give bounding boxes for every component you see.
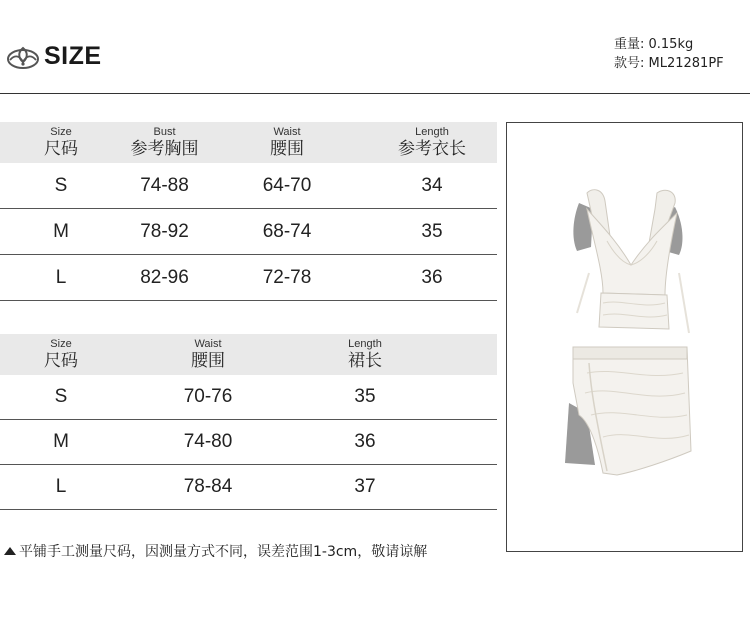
header-cell: Bust 参考胸围 [122, 122, 207, 163]
table-row [0, 255, 497, 301]
page-header [0, 0, 750, 94]
header-cell: Length 裙长 [294, 334, 436, 375]
waist-cell: 70-76 [122, 375, 294, 420]
size-cell: M [0, 209, 122, 255]
row-filler [436, 465, 497, 510]
length-cell: 35 [367, 209, 497, 255]
header-cell: Waist 腰围 [122, 334, 294, 375]
garment-photo [507, 123, 742, 551]
waist-cell: 64-70 [207, 163, 367, 209]
waist-cell: 68-74 [207, 209, 367, 255]
header-cell: Waist 腰围 [207, 122, 367, 163]
header-cell: Size 尺码 [0, 334, 122, 375]
header-divider [0, 93, 750, 94]
note-text: 平铺手工测量尺码，因测量方式不同，误差范围1-3cm，敬请谅解 [19, 544, 428, 560]
measurement-note [4, 541, 427, 561]
size-title: SIZE [44, 42, 102, 70]
table-row [0, 163, 497, 209]
table-row [0, 375, 497, 420]
table-row [0, 209, 497, 255]
table-row [0, 465, 497, 510]
product-meta [614, 35, 724, 73]
bust-cell: 74-88 [122, 163, 207, 209]
ornament-icon [6, 43, 40, 71]
waist-cell: 74-80 [122, 420, 294, 465]
size-cell: L [0, 255, 122, 301]
length-cell: 36 [367, 255, 497, 301]
bust-cell: 78-92 [122, 209, 207, 255]
item-number-label: 款号: ML21281PF [614, 56, 724, 71]
size-cell: S [0, 163, 122, 209]
header-filler [436, 334, 497, 375]
length-cell: 37 [294, 465, 436, 510]
product-photo [506, 122, 743, 552]
table-row [0, 420, 497, 465]
length-cell: 35 [294, 375, 436, 420]
row-filler [436, 375, 497, 420]
size-cell: S [0, 375, 122, 420]
top-size-table [0, 122, 497, 301]
waist-cell: 78-84 [122, 465, 294, 510]
bust-cell: 82-96 [122, 255, 207, 301]
skirt-size-table [0, 334, 497, 510]
length-cell: 36 [294, 420, 436, 465]
header-cell: Length 参考衣长 [367, 122, 497, 163]
triangle-up-icon [4, 547, 16, 555]
size-cell: M [0, 420, 122, 465]
length-cell: 34 [367, 163, 497, 209]
size-cell: L [0, 465, 122, 510]
header-cell: Size 尺码 [0, 122, 122, 163]
size-logo [6, 42, 102, 71]
table-header-row [0, 334, 497, 375]
weight-label: 重量: 0.15kg [614, 37, 694, 52]
waist-cell: 72-78 [207, 255, 367, 301]
table-header-row [0, 122, 497, 163]
row-filler [436, 420, 497, 465]
